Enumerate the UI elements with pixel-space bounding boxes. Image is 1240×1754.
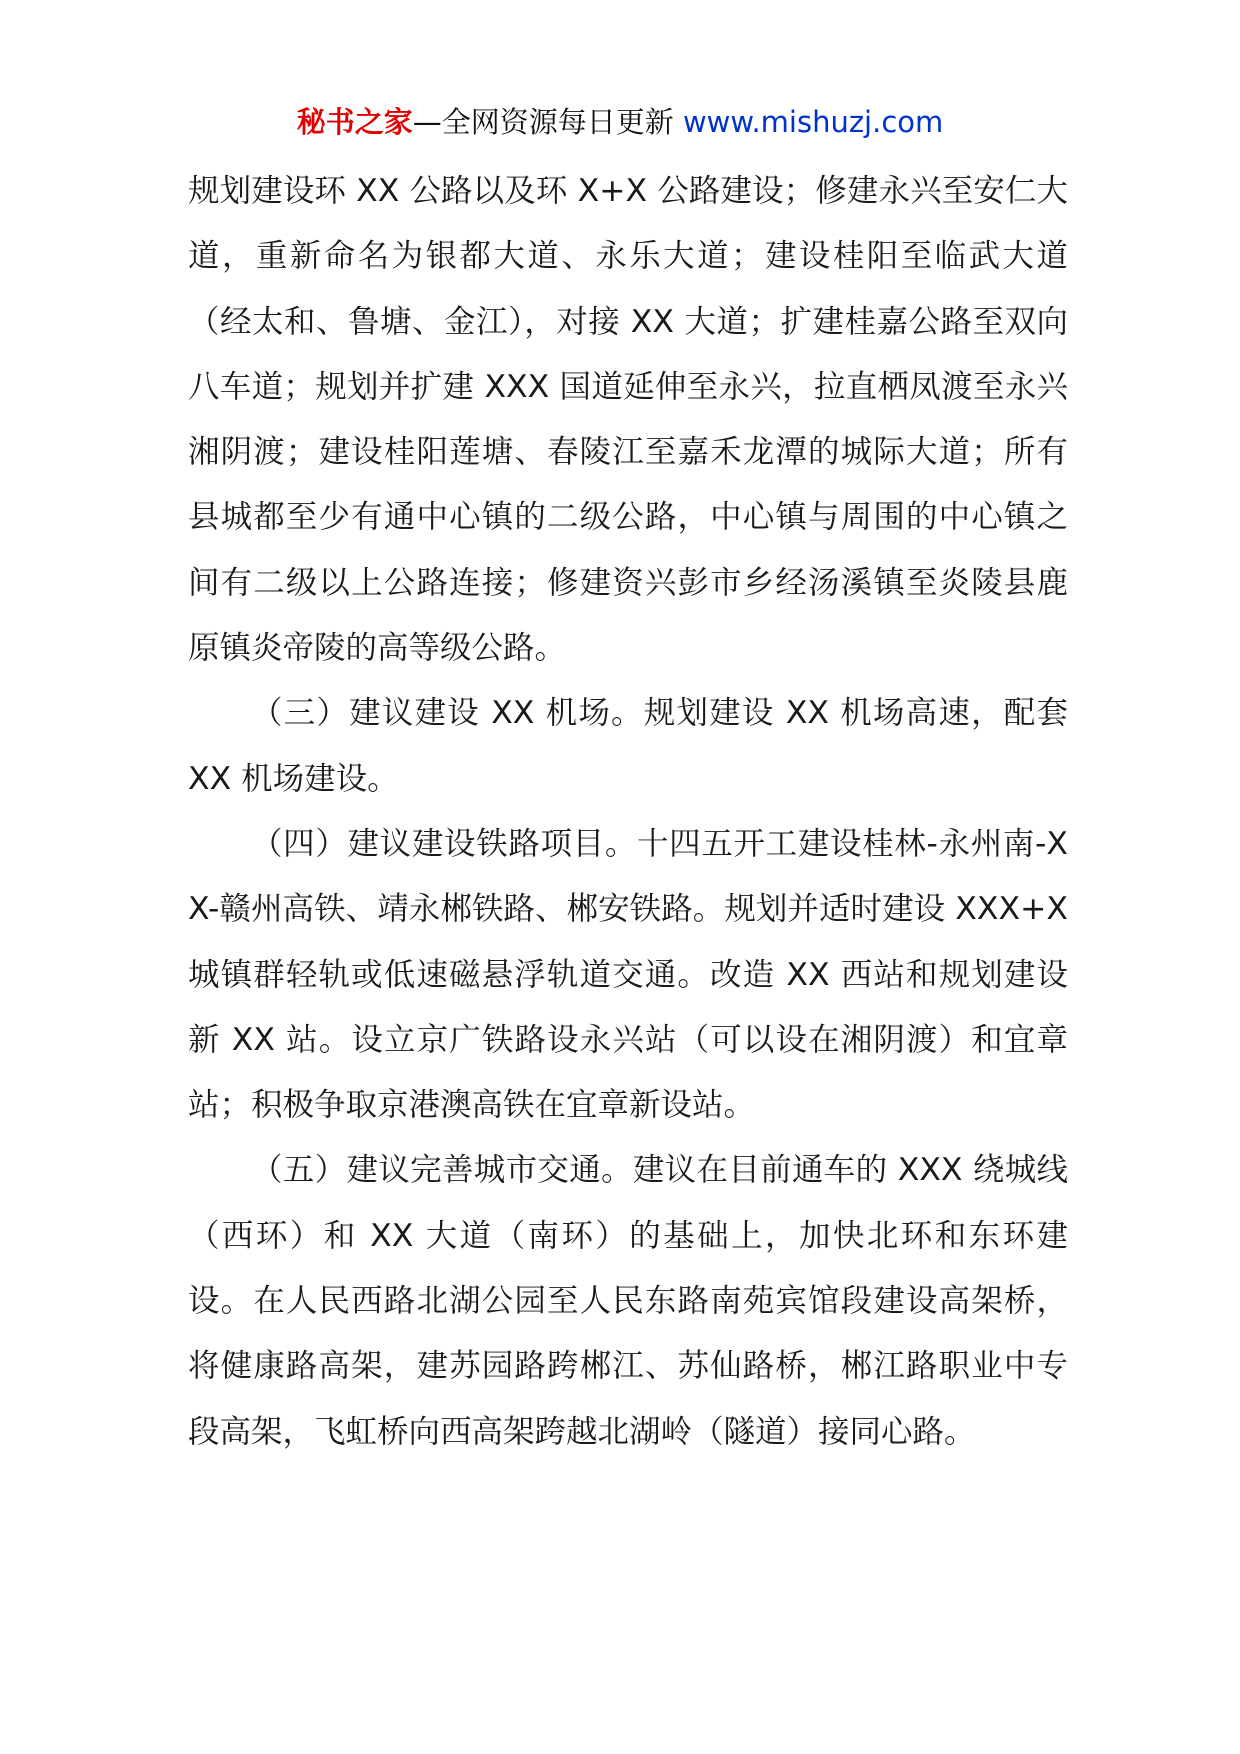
- page-header: [0, 100, 1240, 144]
- brand-name: 秘书之家: [296, 105, 413, 139]
- document-body: [188, 159, 1068, 1465]
- paragraph-railway: （四）建议建设铁路项目。十四五开工建设桂林-永州南-XX-赣州高铁、靖永郴铁路、郴安铁路。规划并适时建设 XXX+X 城镇群轻轨或低速磁悬浮轨道交通。改造 XX 西站和规划建设新 XX 站。设立京广铁路设永兴站（可以设在湘阴渡）和宜章站；积极争取京港澳高铁在宜章新设站。: [188, 825, 1068, 1124]
- header-tagline: —全网资源每日更新: [412, 105, 683, 139]
- paragraph-road-construction: 规划建设环 XX 公路以及环 X+X 公路建设；修建永兴至安仁大道，重新命名为银都大道、永乐大道；建设桂阳至临武大道（经太和、鲁塘、金江），对接 XX 大道；扩建桂嘉公路至双向八车道；规划并扩建 XXX 国道延伸至永兴，拉直栖凤渡至永兴湘阴渡；建设桂阳莲塘、春陵江至嘉禾龙潭的城际大道；所有县城都至少有通中心镇的二级公路，中心镇与周围的中心镇之间有二级以上公路连接；修建资兴彭市乡经汤溪镇至炎陵县鹿原镇炎帝陵的高等级公路。: [188, 173, 1068, 667]
- website-link[interactable]: www.mishuzj.com: [682, 105, 944, 139]
- paragraph-urban-transport: （五）建议完善城市交通。建议在目前通车的 XXX 绕城线（西环）和 XX 大道（南环）的基础上，加快北环和东环建设。在人民西路北湖公园至人民东路南苑宾馆段建设高架桥，将健康路高架，建苏园路跨郴江、苏仙路桥，郴江路职业中专段高架，飞虹桥向西高架跨越北湖岭（隧道）接同心路。: [188, 1152, 1068, 1450]
- paragraph-airport: （三）建议建设 XX 机场。规划建设 XX 机场高速，配套 XX 机场建设。: [188, 695, 1068, 797]
